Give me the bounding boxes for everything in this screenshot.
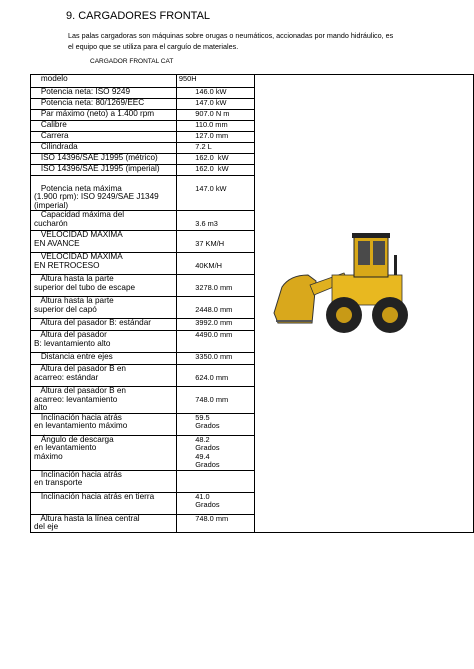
spec-value: 162.0 kW bbox=[176, 165, 254, 176]
spec-label: Ángulo de descarga en levantamiento máximo bbox=[31, 435, 177, 470]
spec-value: 127.0 mm bbox=[176, 132, 254, 143]
spec-value: 3350.0 mm bbox=[176, 353, 254, 365]
spec-value: 3278.0 mm bbox=[176, 275, 254, 297]
spec-value: 624.0 mm bbox=[176, 365, 254, 387]
spec-label: Capacidad máxima del cucharón bbox=[31, 211, 177, 231]
spec-label: VELOCIDAD MAXIMA EN RETROCESO bbox=[31, 253, 177, 275]
spec-value: 950H bbox=[176, 75, 254, 88]
spec-label: Par máximo (neto) a 1.400 rpm bbox=[31, 110, 177, 121]
spec-label: Distancia entre ejes bbox=[31, 353, 177, 365]
spec-value: 7.2 L bbox=[176, 143, 254, 154]
spec-label: Altura hasta la parte superior del tubo de escape bbox=[31, 275, 177, 297]
spec-value: 162.0 kW bbox=[176, 154, 254, 165]
spec-label: Altura del pasador B en acarreo: estándar bbox=[31, 365, 177, 387]
spec-label: Potencia neta: 80/1269/EEC bbox=[31, 99, 177, 110]
spec-label: Calibre bbox=[31, 121, 177, 132]
table-title: CARGADOR FRONTAL CAT bbox=[90, 58, 174, 65]
wheel-loader-image bbox=[272, 225, 412, 335]
spec-value: 2448.0 mm bbox=[176, 297, 254, 319]
spec-value: 48.2 Grados 49.4 Grados bbox=[176, 435, 254, 470]
spec-label: ISO 14396/SAE J1995 (métrico) bbox=[31, 154, 177, 165]
spec-value: 110.0 mm bbox=[176, 121, 254, 132]
spec-label: ISO 14396/SAE J1995 (imperial) bbox=[31, 165, 177, 176]
spec-label: VELOCIDAD MAXIMA EN AVANCE bbox=[31, 231, 177, 253]
spec-label: Inclinación hacia atrás en tierra bbox=[31, 492, 177, 514]
spec-label: Altura del pasador B: estándar bbox=[31, 319, 177, 331]
spec-label: Altura hasta la parte superior del capó bbox=[31, 297, 177, 319]
spec-label: Cilindrada bbox=[31, 143, 177, 154]
spec-label: Inclinación hacia atrás en transporte bbox=[31, 470, 177, 492]
spec-label: Potencia neta: ISO 9249 bbox=[31, 88, 177, 99]
spec-label: Inclinación hacia atrás en levantamiento máximo bbox=[31, 413, 177, 435]
spec-value: 146.0 kW bbox=[176, 88, 254, 99]
spec-label: Altura del pasador B en acarreo: levantamiento alto bbox=[31, 387, 177, 414]
spec-value: 3992.0 mm bbox=[176, 319, 254, 331]
spec-label: Altura hasta la línea central del eje bbox=[31, 514, 177, 532]
spec-value: 907.0 N m bbox=[176, 110, 254, 121]
table-row bbox=[31, 75, 474, 88]
spec-value: 147.0 kW bbox=[176, 176, 254, 211]
spec-value: 59.5 Grados bbox=[176, 413, 254, 435]
spec-label: Altura del pasador B: levantamiento alto bbox=[31, 331, 177, 353]
spec-value: 40KM/H bbox=[176, 253, 254, 275]
spec-value: 37 KM/H bbox=[176, 231, 254, 253]
section-heading: 9. CARGADORES FRONTAL bbox=[66, 10, 211, 22]
spec-label: Carrera bbox=[31, 132, 177, 143]
spec-value: 4490.0 mm bbox=[176, 331, 254, 353]
spec-value: 748.0 mm bbox=[176, 387, 254, 414]
spec-value: 147.0 kW bbox=[176, 99, 254, 110]
spec-value: 41.0 Grados bbox=[176, 492, 254, 514]
intro-paragraph: Las palas cargadoras son máquinas sobre orugas o neumáticos, accionadas por mando hidráulico, es el equipo que se utiliza para el carguío de materiales. bbox=[68, 31, 394, 51]
spec-value bbox=[176, 470, 254, 492]
spec-label: modelo bbox=[31, 75, 177, 88]
spec-value: 748.0 mm bbox=[176, 514, 254, 532]
spec-label: Potencia neta máxima (1.900 rpm): ISO 9249/SAE J1349 (imperial) bbox=[31, 176, 177, 211]
spec-value: 3.6 m3 bbox=[176, 211, 254, 231]
